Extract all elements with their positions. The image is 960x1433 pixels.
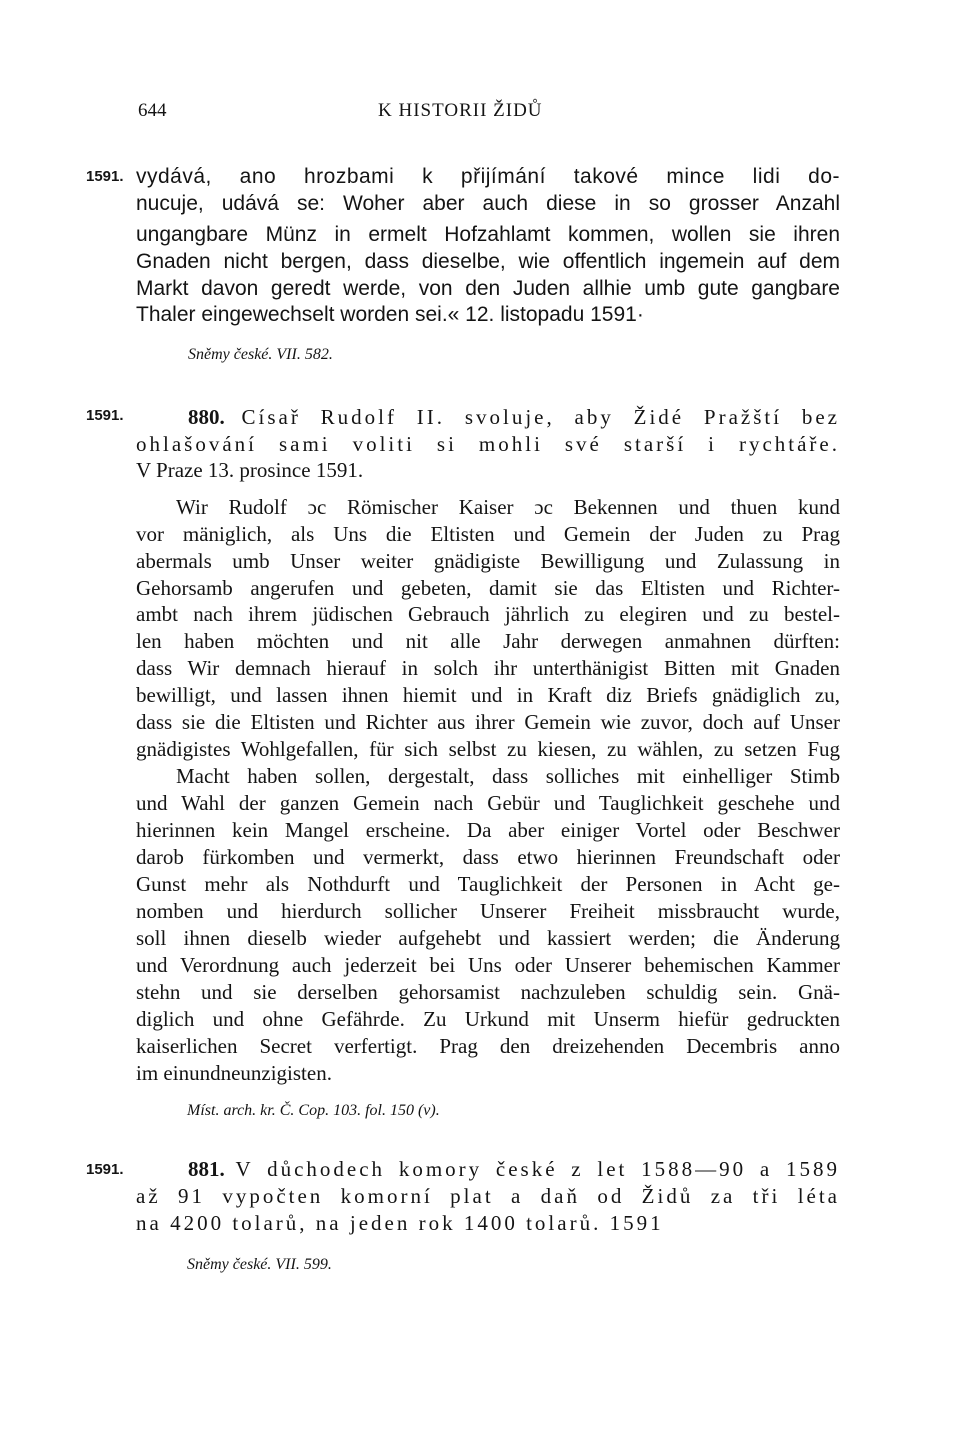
text-line: nomben und hierdurch sollicher Unserer Freiheit missbraucht wurde, xyxy=(136,899,840,923)
text-line: darob fürkomben und vermerkt, dass etwo hierinnen Freundschaft oder xyxy=(136,845,840,869)
text-line: len haben möchten und nit alle Jahr derwegen anmahnen dürften: xyxy=(136,629,840,653)
text-line: Markt davon geredt werde, von den Juden allhie umb gute gangbare xyxy=(136,277,840,300)
document-heading-line: ohlašování sami voliti si mohli své starší i rychtáře. xyxy=(136,432,840,456)
text-line: Wir Rudolf ɔc Römischer Kaiser ɔc Bekennen und thuen kund xyxy=(176,495,840,519)
document-heading-line: na 4200 tolarů, na jeden rok 1400 tolarů. 1591 xyxy=(136,1211,664,1235)
text-line: ungangbare Münz in ermelt Hofzahlamt kommen, wollen sie ihren xyxy=(136,223,840,246)
source-citation: Sněmy české. VII. 599. xyxy=(187,1256,332,1273)
text-line: bewilligt, und lassen ihnen hiemit und in Kraft diz Briefs gnädiglich zu, xyxy=(136,683,840,707)
heading-text: V důchodech komory české z let 1588—90 a 1589 xyxy=(235,1157,841,1181)
text-line: diglich und ohne Gefährde. Zu Urkund mit Unserm hiefür gedruckten xyxy=(136,1007,840,1031)
text-line: soll ihnen dieselb wieder aufgehebt und kassiert werden; die Änderung xyxy=(136,926,840,950)
margin-year-block1: 1591. xyxy=(86,168,124,185)
text-line: abermals umb Unser weiter gnädigiste Bewilligung und Zulassung in xyxy=(136,549,840,573)
margin-year-881: 1591. xyxy=(86,1161,124,1178)
text-line: Gehorsamb angerufen und gebeten, damit sie das Eltisten und Richter- xyxy=(136,576,840,600)
document-heading-line: V Praze 13. prosince 1591. xyxy=(136,458,364,482)
text-line: hierinnen kein Mangel erscheine. Da aber einiger Vortel oder Beschwer xyxy=(136,818,840,842)
text-line: Macht haben sollen, dergestalt, dass solliches mit einhelliger Stimb xyxy=(176,764,840,788)
page-number: 644 xyxy=(138,100,167,121)
text-line: im einundneunzigisten. xyxy=(136,1061,332,1085)
document-heading-line xyxy=(188,404,840,431)
text-line: ambt nach ihrem jüdischen Gebrauch jährlich zu elegiren und zu bestel- xyxy=(136,602,840,626)
source-citation: Sněmy české. VII. 582. xyxy=(188,346,333,363)
text-line: dass sie die Eltisten und Richter aus ihrer Gemein wie zuvor, doch auf Unser xyxy=(136,710,840,734)
document-heading-line: až 91 vypočten komorní plat a daň od Židů za tři léta xyxy=(136,1184,840,1208)
text-line: Gunst mehr als Nothdurft und Tauglichkeit der Personen in Acht ge- xyxy=(136,872,840,896)
text-line: stehn und sie derselben gehorsamist nachzuleben schuldig sein. Gnä- xyxy=(136,980,840,1004)
text-line: und Wahl der ganzen Gemein nach Gebür und Tauglichkeit geschehe und xyxy=(136,791,840,815)
document-number: 880. xyxy=(188,405,225,429)
margin-year-880: 1591. xyxy=(86,407,124,424)
running-title: K HISTORII ŽIDŮ xyxy=(378,100,543,121)
text-line: kaiserlichen Secret verfertigt. Prag den dreizehenden Decembris anno xyxy=(136,1034,840,1058)
text-line: dass Wir demnach hierauf in solch ihr unterthänigist Bitten mit Gnaden xyxy=(136,656,840,680)
text-line: vydává, ano hrozbami k přijímání takové mince lidi do- xyxy=(136,165,840,188)
source-citation: Míst. arch. kr. Č. Cop. 103. fol. 150 (v). xyxy=(187,1102,440,1119)
document-heading-line xyxy=(188,1156,840,1183)
text-line: und Verordnung auch jederzeit bei Uns oder Unserer behemischen Kammer xyxy=(136,953,840,977)
text-line: Thaler eingewechselt worden sei.« 12. listopadu 1591· xyxy=(136,303,644,326)
document-number: 881. xyxy=(188,1157,225,1181)
text-line: nucuje, udává se: Woher aber auch diese in so grosser Anzahl xyxy=(136,192,840,215)
heading-text: Císař Rudolf II. svoluje, aby Židé Pražští bez xyxy=(241,405,840,429)
text-line: Gnaden nicht bergen, dass dieselbe, wie offentlich ingemein auf dem xyxy=(136,250,840,273)
text-line: vor mäniglich, als Uns die Eltisten und Gemein der Juden zu Prag xyxy=(136,522,840,546)
text-line: gnädigistes Wohlgefallen, für sich selbst zu kiesen, zu wählen, zu setzen Fug xyxy=(136,737,840,761)
